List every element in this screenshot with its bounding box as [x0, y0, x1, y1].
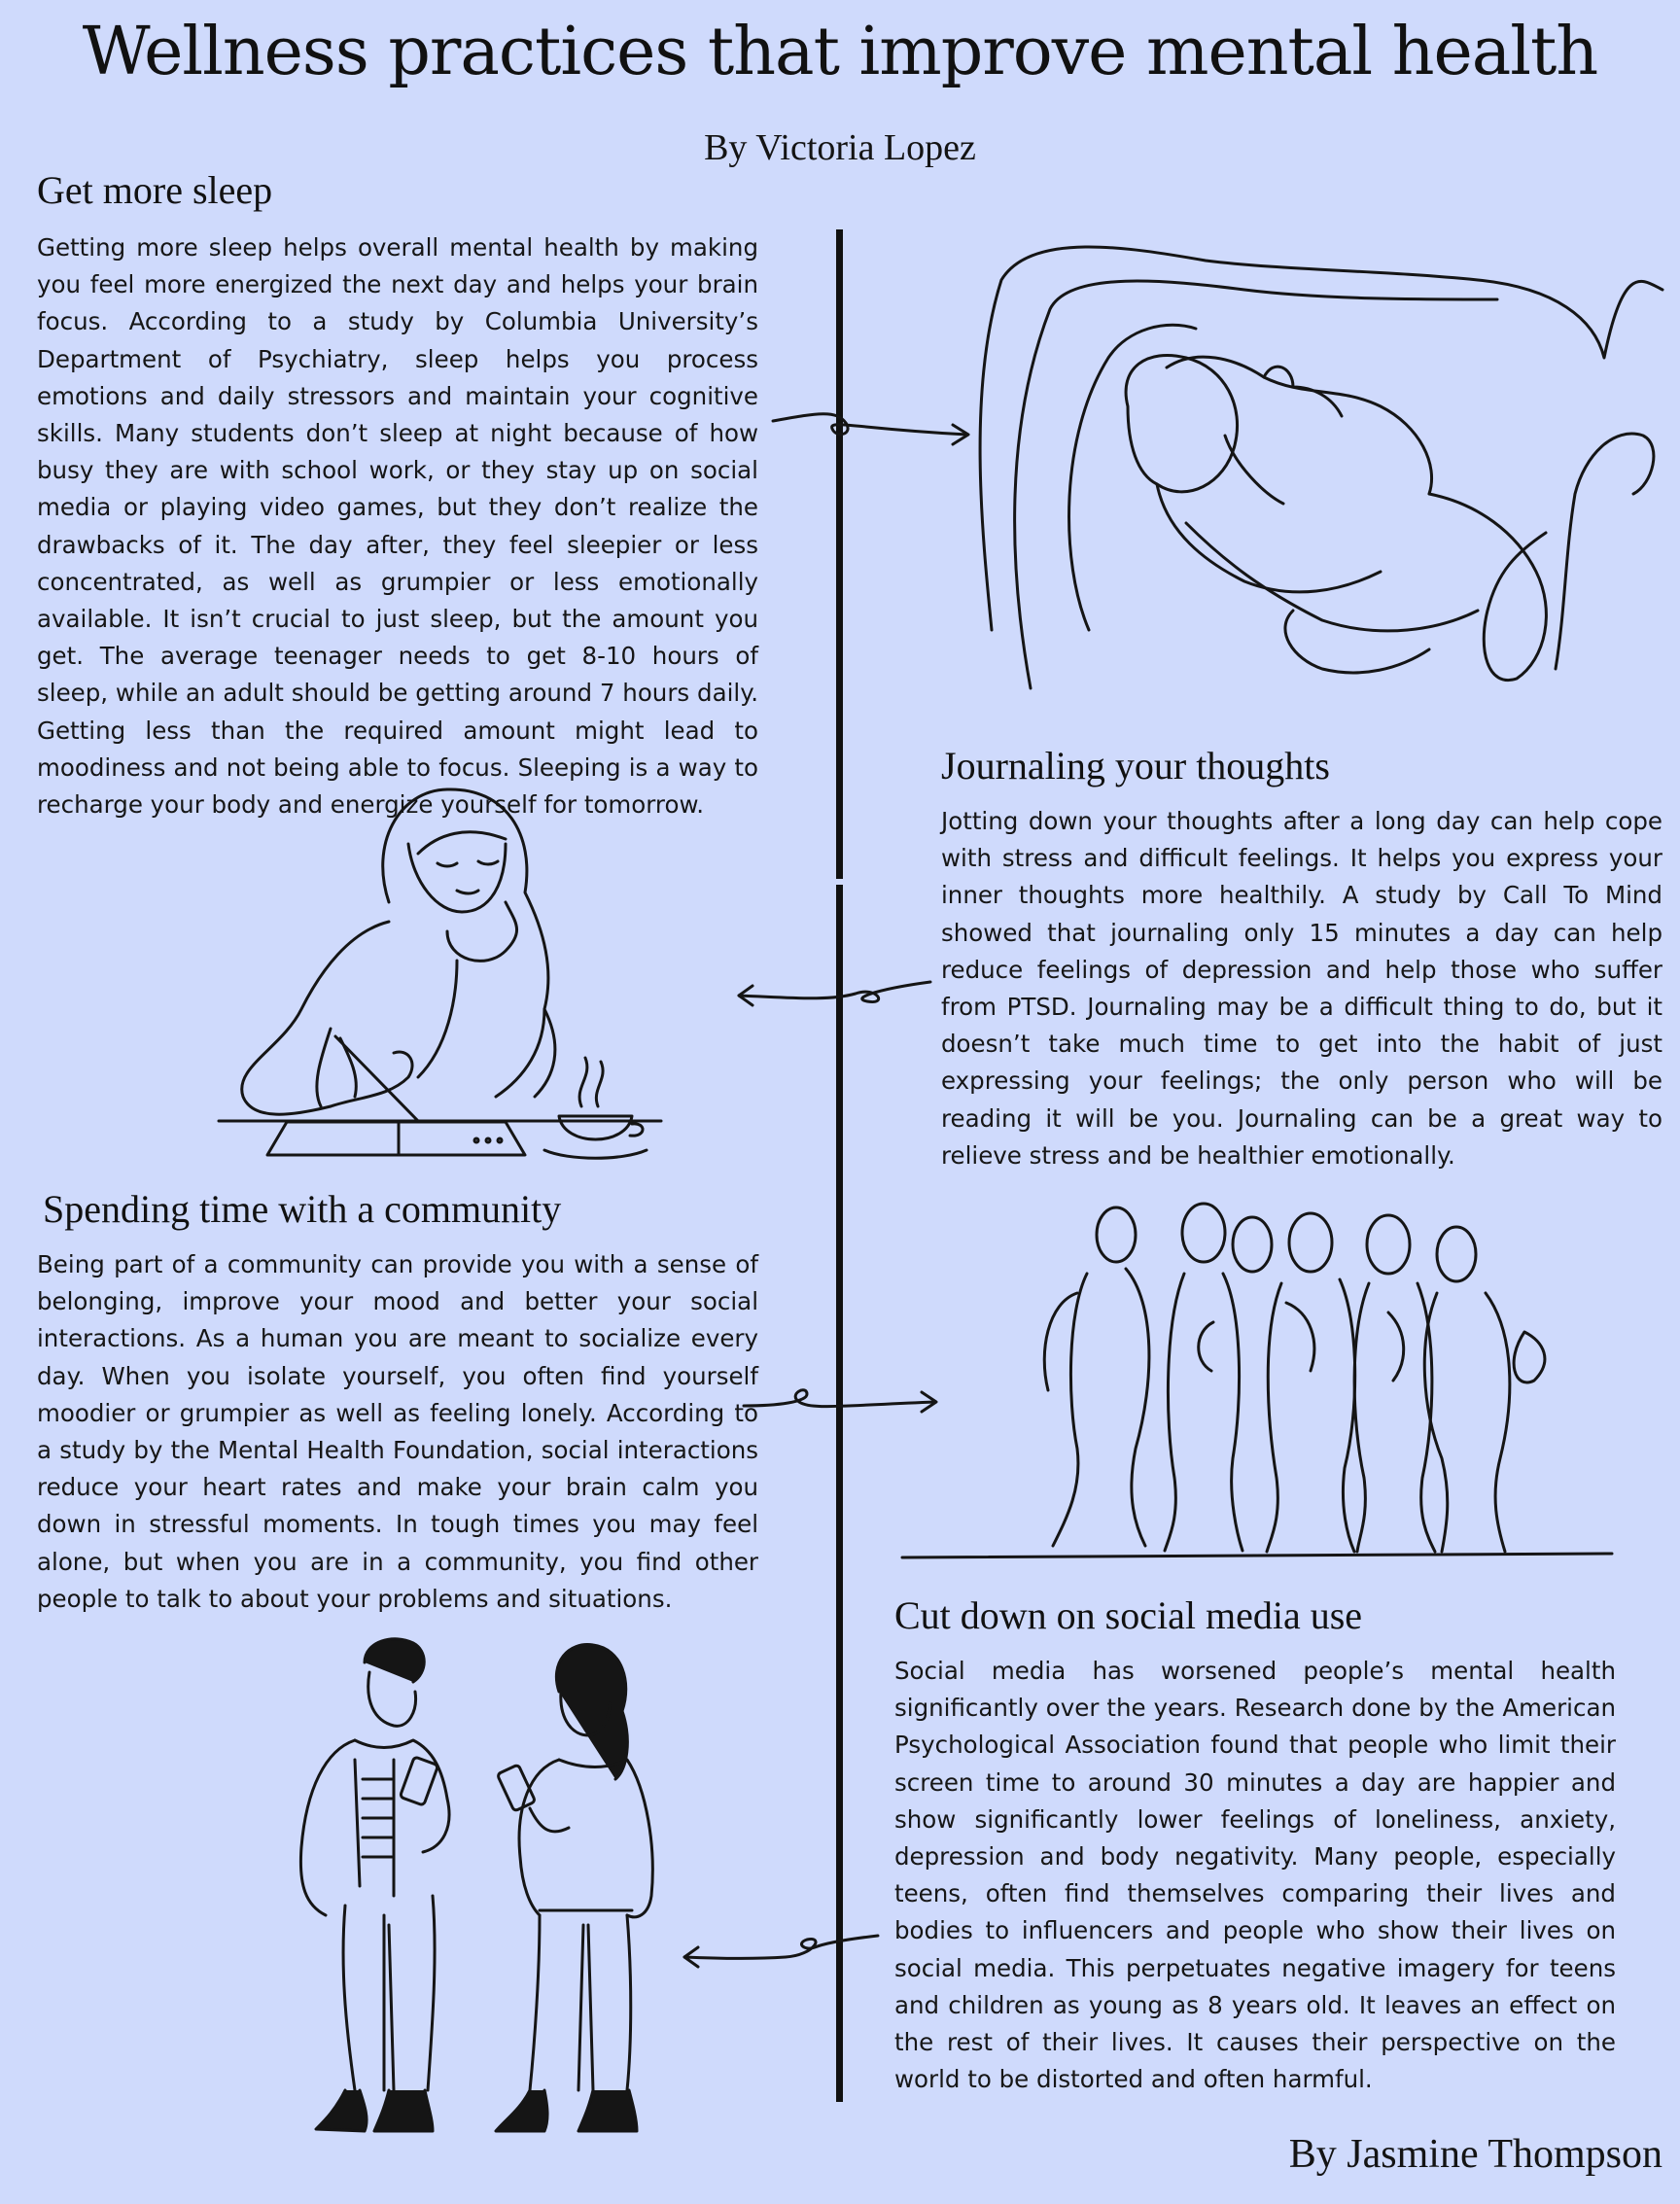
- center-divider-upper: [836, 229, 843, 879]
- journaling-heading: Journaling your thoughts: [941, 744, 1330, 787]
- community-body: Being part of a community can provide you with a sense of belonging, improve your mood and better your social interactions. As a human you are meant to socialize every day. When you isolate yourself, you often find yourself moodier or grumpier as well as feeling lonely. According to a study by the Mental Health Foundation, social interactions reduce your heart rates and make your brain calm you down in stressful moments. In tough times you may feel alone, but when you are in a community, you find other people to talk to about your problems and situations.: [37, 1250, 758, 1613]
- arrow-sleep-to-illustration: [768, 403, 982, 452]
- arrow-journaling-to-illustration: [731, 972, 935, 1021]
- community-group-illustration: [902, 1206, 1612, 1565]
- page-title: Wellness practices that improve mental health: [82, 14, 1598, 90]
- sleep-heading: Get more sleep: [37, 168, 273, 212]
- couple-with-phones-illustration: [248, 1633, 695, 2149]
- sleeping-person-illustration: [972, 241, 1672, 698]
- social-media-heading: Cut down on social media use: [894, 1593, 1363, 1637]
- center-divider-lower: [836, 885, 843, 2102]
- author-byline-top: By Victoria Lopez: [704, 127, 976, 168]
- sleep-body: Getting more sleep helps overall mental health by making you feel more energized the next day and helps your brain focus. According to a study by Columbia University’s Department of Psychiatry, sleep helps you process emotions and daily stressors and maintain your cognitive skills. Many students don’t sleep at night because of how busy they are with school work, or they stay up on social media or playing video games, but they don’t realize the drawbacks of it. The day after, they feel sleepier or less concentrated, as well as grumpier or less emotionally available. It isn’t crucial to just sleep, but the amount you get. The average teenager needs to get 8-10 hours of sleep, while an adult should be getting around 7 hours daily. Getting less than the required amount might lead to moodiness and not being able to focus. Sleeping is a way to recharge your body and energize yourself for tomorrow.: [37, 233, 758, 820]
- arrow-social-media-to-illustration: [679, 1930, 883, 1978]
- journaling-body: Jotting down your thoughts after a long day can help cope with stress and difficult feelings. It helps you express your inner thoughts more healthily. A study by Call To Mind showed that journaling only 15 minutes a day can help reduce feelings of depression and help those who suffer from PTSD. Journaling may be a difficult thing to do, but it doesn’t take much time to get into the habit of just expressing your feelings; the only person who will be reading it will be you. Journaling can be a great way to relieve stress and be healthier emotionally.: [941, 807, 1662, 1170]
- social-media-body: Social media has worsened people’s mental health significantly over the years. Research done by the American Psychological Association found that people who limit their screen time to around 30 minutes a day are happier and show significantly lower feelings of loneliness, anxiety, depression and body negativity. Many people, especially teens, often find themselves comparing their lives and bodies to influencers and people who show their lives on social media. This perpetuates negative imagery for teens and children as young as 8 years old. It leaves an effect on the rest of their lives. It causes their perspective on the world to be distorted and often harmful.: [894, 1657, 1616, 2094]
- community-heading: Spending time with a community: [43, 1187, 562, 1231]
- woman-journaling-illustration: [214, 786, 671, 1174]
- author-byline-bottom: By Jasmine Thompson: [1288, 2132, 1662, 2177]
